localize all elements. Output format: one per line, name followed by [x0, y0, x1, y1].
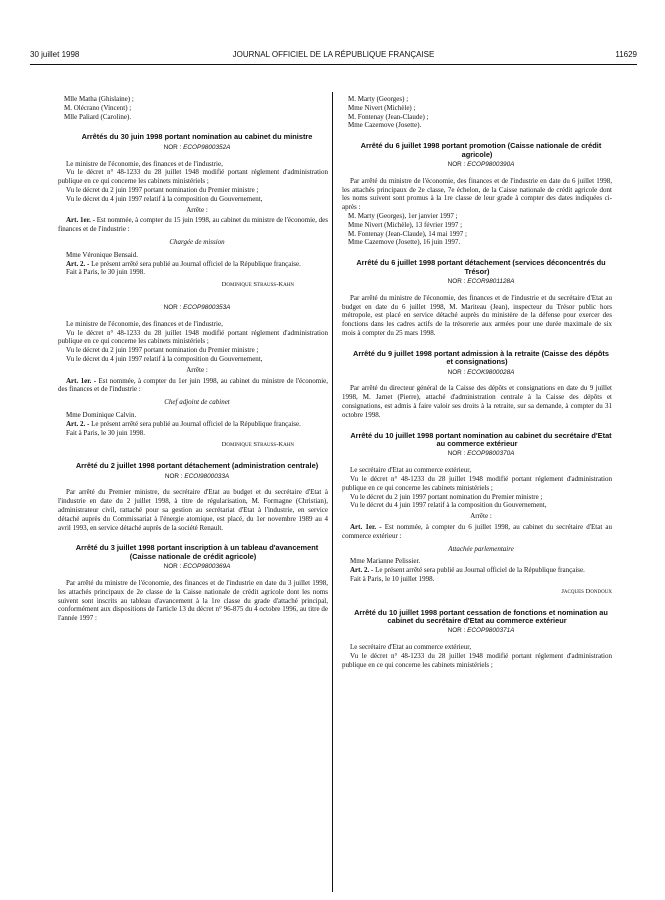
paragraph: Vu le décret n° 48-1233 du 28 juillet 1948 modifié portant réglement d'administration publique en ce qui concerne les cabinets ministériels ; — [342, 651, 612, 669]
list-item: M. Marty (Georges) ; — [348, 95, 409, 103]
place-date: Fait à Paris, le 30 juin 1998. — [66, 268, 145, 277]
paragraph: Vu le décret n° 48-1233 du 28 juillet 1948 modifié portant réglement d'administration publique en ce qui concerne les cabinets ministériels ; — [58, 328, 328, 346]
section-title: Arrêté du 6 juillet 1998 portant promotion (Caisse nationale de crédit agricole) — [360, 141, 602, 159]
paragraph: Par arrêté du ministre de l'économie, des finances et de l'industrie en date du 3 juillet 1998, les attachés principaux de 2e classe de la Caisse nationale de crédit agricole dont les noms suivent sont inscrits au tableau d'avancement à la 1re classe du grade d'attaché principal, conformément aux dispositions de l'article 13 du décret n° 96-875 du 4 octobre 1996, au titre de l'année 1997 : — [58, 578, 328, 623]
section-title: Arrêté du 10 juillet 1998 portant cessation de fonctions et nomination au cabinet du secrétaire d'Etat au commerce extérieur — [354, 607, 608, 625]
paragraph: Vu le décret n° 48-1233 du 28 juillet 1948 modifié portant réglement d'administration publique en ce qui concerne les cabinets ministériels ; — [342, 474, 612, 492]
nor-reference: NOR : ECOP9800390A — [447, 161, 515, 168]
paragraph: Le ministre de l'économie, des finances et de l'industrie, — [66, 159, 223, 168]
paragraph: Vu le décret n° 48-1233 du 28 juillet 1948 modifié portant réglement d'administration publique en ce qui concerne les cabinets ministériels ; — [58, 168, 328, 186]
list-item: M. Fontenay (Jean-Claude), 14 mai 1997 ; — [348, 229, 467, 238]
paragraph: Vu le décret du 4 juin 1997 relatif à la composition du Gouvernement, — [66, 194, 263, 203]
place-date: Fait à Paris, le 10 juillet 1998. — [350, 574, 435, 583]
article: Art. 2. - Le présent arrêté sera publié au Journal officiel de la République française. — [350, 566, 585, 575]
list-item: Mme Cazemove (Josette). — [348, 121, 422, 130]
page-header — [30, 50, 637, 62]
column-divider — [332, 92, 333, 892]
article: Art. 1er. - Est nommée, à compter du 15 juin 1998, au cabinet du ministre de l'économie, des finances et de l'industrie : — [58, 216, 329, 234]
list-item: Mlle Matha (Ghislaine) ; — [64, 95, 134, 103]
article: Art. 2. - Le présent arrêté sera publié au Journal officiel de la République française. — [66, 419, 301, 428]
header-page-number: 11629 — [615, 50, 637, 59]
list-item: M. Olécrano (Vincent) ; — [64, 103, 132, 112]
list-item: M. Marty (Georges), 1er janvier 1997 ; — [348, 211, 458, 220]
role-title: Attachée parlementaire — [448, 544, 514, 553]
article: Art. 1er. - Est nommée, à compter du 1er juin 1998, au cabinet du ministre de l'économie, des finances et de l'industrie : — [58, 376, 329, 394]
paragraph: Vu le décret du 2 juin 1997 portant nomination du Premier ministre ; — [350, 492, 543, 501]
appointee: Mme Marianne Pelissier. — [350, 557, 421, 566]
arrete-label: Arrête : — [186, 365, 208, 374]
nor-reference: NOR : ECOK9800028A — [447, 368, 515, 376]
header-journal-title: JOURNAL OFFICIEL DE LA RÉPUBLIQUE FRANÇAISE — [232, 50, 435, 59]
appointee: Mme Véronique Bensaid. — [66, 250, 138, 259]
list-item: Mme Cazemove (Josette), 16 juin 1997. — [348, 238, 461, 247]
paragraph: Vu le décret du 2 juin 1997 portant nomination du Premier ministre ; — [66, 185, 259, 194]
nor-reference: NOR : ECOP9800353A — [163, 303, 231, 311]
paragraph: Vu le décret du 2 juin 1997 portant nomination du Premier ministre ; — [66, 346, 259, 355]
nor-reference: NOR : ECOP9800370A — [447, 450, 515, 458]
nor-reference: NOR : ECOP9800352A — [163, 143, 231, 151]
appointee: Mme Dominique Calvin. — [66, 410, 137, 419]
signature: Jacques Dondoux — [561, 587, 612, 595]
list-item: Mme Nivert (Michèle) ; — [348, 103, 416, 112]
signature: Dominique Strauss-Kahn — [221, 281, 294, 289]
section-title: Arrêté du 3 juillet 1998 portant inscription à un tableau d'avancement (Caisse nationale de crédit agricole) — [75, 543, 319, 561]
section-title: Arrêté du 10 juillet 1998 portant nomination au cabinet du secrétaire d'Etat au commerce extérieur — [350, 430, 612, 448]
paragraph: Vu le décret du 4 juin 1997 relatif à la composition du Gouvernement, — [66, 354, 263, 363]
section-title: Arrêté du 2 juillet 1998 portant détachement (administration centrale) — [75, 461, 319, 471]
header-date: 30 juillet 1998 — [30, 50, 80, 59]
paragraph: Le ministre de l'économie, des finances et de l'industrie, — [66, 319, 223, 328]
section-title: Arrêté du 6 juillet 1998 portant détachement (services déconcentrés du Trésor) — [356, 258, 606, 276]
signature: Dominique Strauss-Kahn — [221, 441, 294, 449]
nor-reference: NOR : ECOP9800369A — [163, 563, 231, 571]
nor-reference: NOR : ECOP9800371A — [447, 627, 515, 635]
arrete-label: Arrête : — [470, 512, 492, 521]
role-title: Chef adjoint de cabinet — [164, 398, 230, 407]
header-rule — [30, 64, 637, 65]
left-column — [58, 95, 328, 623]
nor-reference: NOR : ECOR9801128A — [447, 277, 515, 285]
role-title: Chargée de mission — [169, 237, 225, 246]
section-title: Arrêté du 9 juillet 1998 portant admission à la retraite (Caisse des dépôts et consignations) — [353, 348, 609, 367]
right-column — [342, 95, 612, 670]
paragraph: Le secrétaire d'Etat au commerce extérieur, — [350, 643, 472, 652]
paragraph: Par arrêté du directeur général de la Caisse des dépôts et consignations en date du 9 juillet 1998, M. Jarnet (Pierre), attaché d'administration centrale à la Caisse des dépôts et consignations, est admis à faire valoir ses droits à la retraite, sur sa demande, à compter du 31 octobre 1998. — [342, 384, 612, 419]
article: Art. 2. - Le présent arrêté sera publié au Journal officiel de la République française. — [66, 259, 301, 268]
nor-reference: NOR : ECOI9800033A — [164, 472, 230, 480]
place-date: Fait à Paris, le 30 juin 1998. — [66, 428, 145, 437]
list-item: M. Fontenay (Jean-Claude) ; — [348, 112, 429, 121]
paragraph: Par arrêté du ministre de l'économie, des finances et de l'industrie en date du 6 juillet 1998, les attachés principaux de 2e classe, 7e échelon, de la Caisse nationale de crédit agricole dont les noms suivent sont promus à la 1re classe de leur grade à compter des dates indiquées ci-après : — [342, 176, 612, 212]
paragraph: Par arrêté du Premier ministre, du secrétaire d'Etat au budget et du secrétaire d'Etat à l'industrie en date du 2 juillet 1998, à titre de régularisation, M. Formagne (Christian), administrateur civil, rattaché pour sa gestion au secrétariat d'Etat à l'industrie, en service détaché auprès du Commissariat à l'énergie atomique, est placé, du 1er novembre 1989 au 4 avril 1993, en service détaché auprès de la société Renault. — [58, 488, 328, 532]
section-title: Arrêtés du 30 juin 1998 portant nomination au cabinet du ministre — [81, 132, 313, 142]
arrete-label: Arrête : — [186, 205, 208, 214]
article: Art. 1er. - Est nommée, à compter du 6 juillet 1998, au cabinet du secrétaire d'Etat au commerce extérieur : — [342, 522, 612, 540]
paragraph: Le secrétaire d'Etat au commerce extérieur, — [350, 466, 472, 475]
list-item: Mlle Paliard (Caroline). — [64, 112, 132, 121]
paragraph: Par arrêté du ministre de l'économie, des finances et de l'industrie et du secrétaire d'Etat au budget en date du 6 juillet 1998, M. Mariteau (Jean), inspecteur du Trésor public hors métropole, est placé en service détaché auprès du ministère de la défense pour exercer des fonctions dans les cadres actifs de la trésorerie aux armées pour une durée maximale de six mois à compter du 25 mars 1998. — [342, 293, 612, 337]
paragraph: Vu le décret du 4 juin 1997 relatif à la composition du Gouvernement, — [350, 501, 547, 510]
list-item: Mme Nivert (Michèle), 13 février 1997 ; — [348, 220, 463, 229]
